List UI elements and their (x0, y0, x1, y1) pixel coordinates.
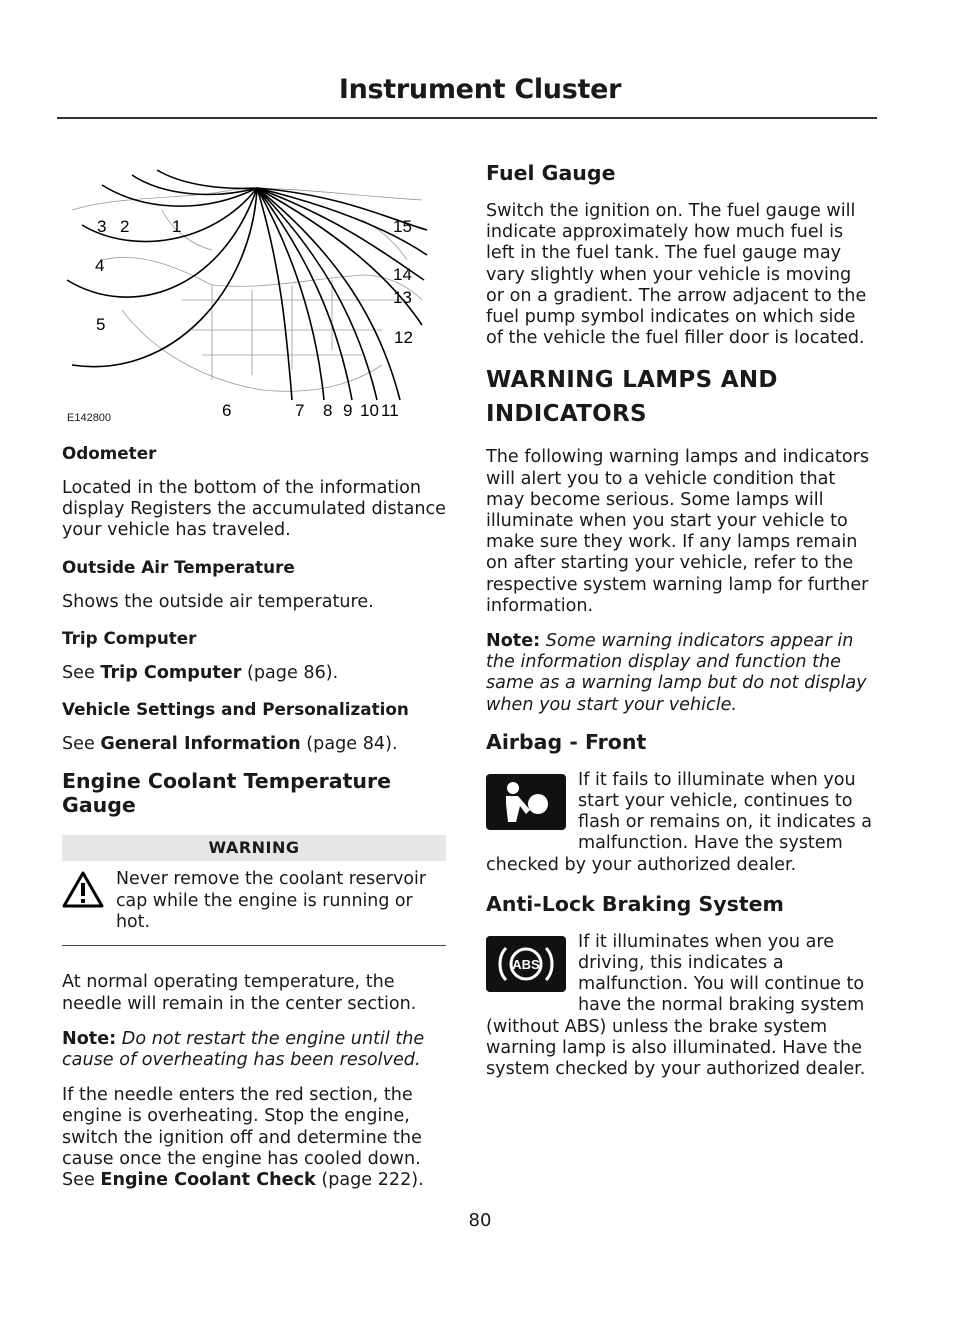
airbag-heading: Airbag - Front (486, 729, 647, 754)
trip-reference: See Trip Computer (page 86). (62, 662, 339, 683)
lamps-heading: WARNING LAMPS AND INDICATORS (486, 367, 778, 428)
zone-label: 13 (393, 288, 412, 307)
abs-heading: Anti-Lock Braking System (486, 891, 784, 916)
general-information-link[interactable]: General Information (100, 734, 301, 755)
zone-label: 7 (295, 401, 305, 420)
trip-computer-link[interactable]: Trip Computer (100, 662, 242, 683)
page-number: 80 (468, 1210, 492, 1231)
normal-temp-text: At normal operating temperature, the needle will remain in the center section. (62, 972, 417, 1014)
fuel-text: Switch the ignition on. The fuel gauge will indicate approximately how much fuel is left in the fuel tank. The fuel gauge may vary slightly when your vehicle is moving or on a gradient. The arrow adjacent to the fuel pump symbol indicates on which side of the vehicle the fuel filler door is located. (486, 201, 867, 349)
figure-id: E142800 (67, 412, 112, 424)
zone-label: 10 (360, 401, 379, 420)
zone-label: 9 (343, 401, 353, 420)
vsp-reference: See General Information (page 84). (62, 734, 398, 755)
fuel-heading: Fuel Gauge (486, 161, 616, 185)
zone-map-illustration (62, 150, 434, 432)
warning-text: Never remove the coolant reservoir cap while the engine is running or hot. (116, 869, 426, 933)
right-column (486, 155, 874, 1096)
lamps-note: Note: Some warning indicators appear in the information display and function the same as a warning lamp but do not display when you start your vehicle. (486, 631, 867, 715)
coolant-note: Note: Do not restart the engine until the cause of overheating has been resolved. (62, 1028, 425, 1071)
oat-text: Shows the outside air temperature. (62, 591, 374, 612)
zone-label: 12 (394, 328, 413, 347)
warning-triangle-icon (62, 869, 116, 913)
odometer-text: Located in the bottom of the information display Registers the accumulated distance your vehicle has traveled. (62, 478, 446, 541)
vsp-title: Vehicle Settings and Personalization (62, 699, 409, 720)
zone-label: 4 (95, 256, 105, 275)
zone-label: 6 (222, 401, 232, 420)
overheat-text: If the needle enters the red section, the engine is overheating. Stop the engine, switch the ignition off and determine the cause once the engine has cooled down. See Engine Coolant Check (page 222). (62, 1085, 424, 1191)
zone-lines (67, 170, 427, 400)
header-divider (57, 117, 877, 119)
abs-section (486, 932, 874, 1080)
zone-label: 11 (381, 401, 399, 420)
coolant-heading: Engine Coolant Temperature Gauge (62, 769, 391, 818)
zone-labels (95, 217, 413, 420)
left-column (62, 150, 450, 1205)
zone-label: 1 (172, 217, 182, 236)
abs-text: If it illuminates when you are driving, this indicates a malfunction. You will continue to have the normal braking system (without ABS) unless the brake system warning lamp is also illuminated. Have the system checked by your authorized dealer. (486, 931, 866, 1080)
odometer-title: Odometer (62, 443, 157, 463)
oat-title: Outside Air Temperature (62, 556, 295, 577)
engine-coolant-check-link[interactable]: Engine Coolant Check (100, 1170, 316, 1191)
zone-label: 15 (393, 217, 412, 236)
page-title: Instrument Cluster (338, 74, 622, 105)
abs-icon (486, 936, 566, 992)
zone-label: 14 (393, 265, 412, 284)
airbag-section (486, 770, 874, 876)
zone-label: 5 (96, 315, 106, 334)
zone-label: 2 (120, 217, 130, 236)
zone-map-figure (62, 150, 434, 432)
warning-label: WARNING (62, 835, 446, 861)
zone-label: 3 (97, 217, 107, 236)
trip-title: Trip Computer (62, 627, 197, 648)
warning-box (62, 835, 446, 946)
abs-icon-text: ABS (512, 956, 540, 972)
airbag-icon (486, 774, 566, 830)
zone-label: 8 (323, 401, 333, 420)
warning-divider (62, 945, 446, 946)
lamps-text: The following warning lamps and indicators will alert you to a vehicle condition that may become serious. Some lamps will illuminate when you start your vehicle to make sure they work. If any lamps remain on after starting your vehicle, refer to the respective system warning lamp for further information. (486, 447, 870, 616)
airbag-text: If it fails to illuminate when you start your vehicle, continues to flash or remains on, it indicates a malfunction. Have the system checked by your authorized dealer. (486, 769, 873, 875)
